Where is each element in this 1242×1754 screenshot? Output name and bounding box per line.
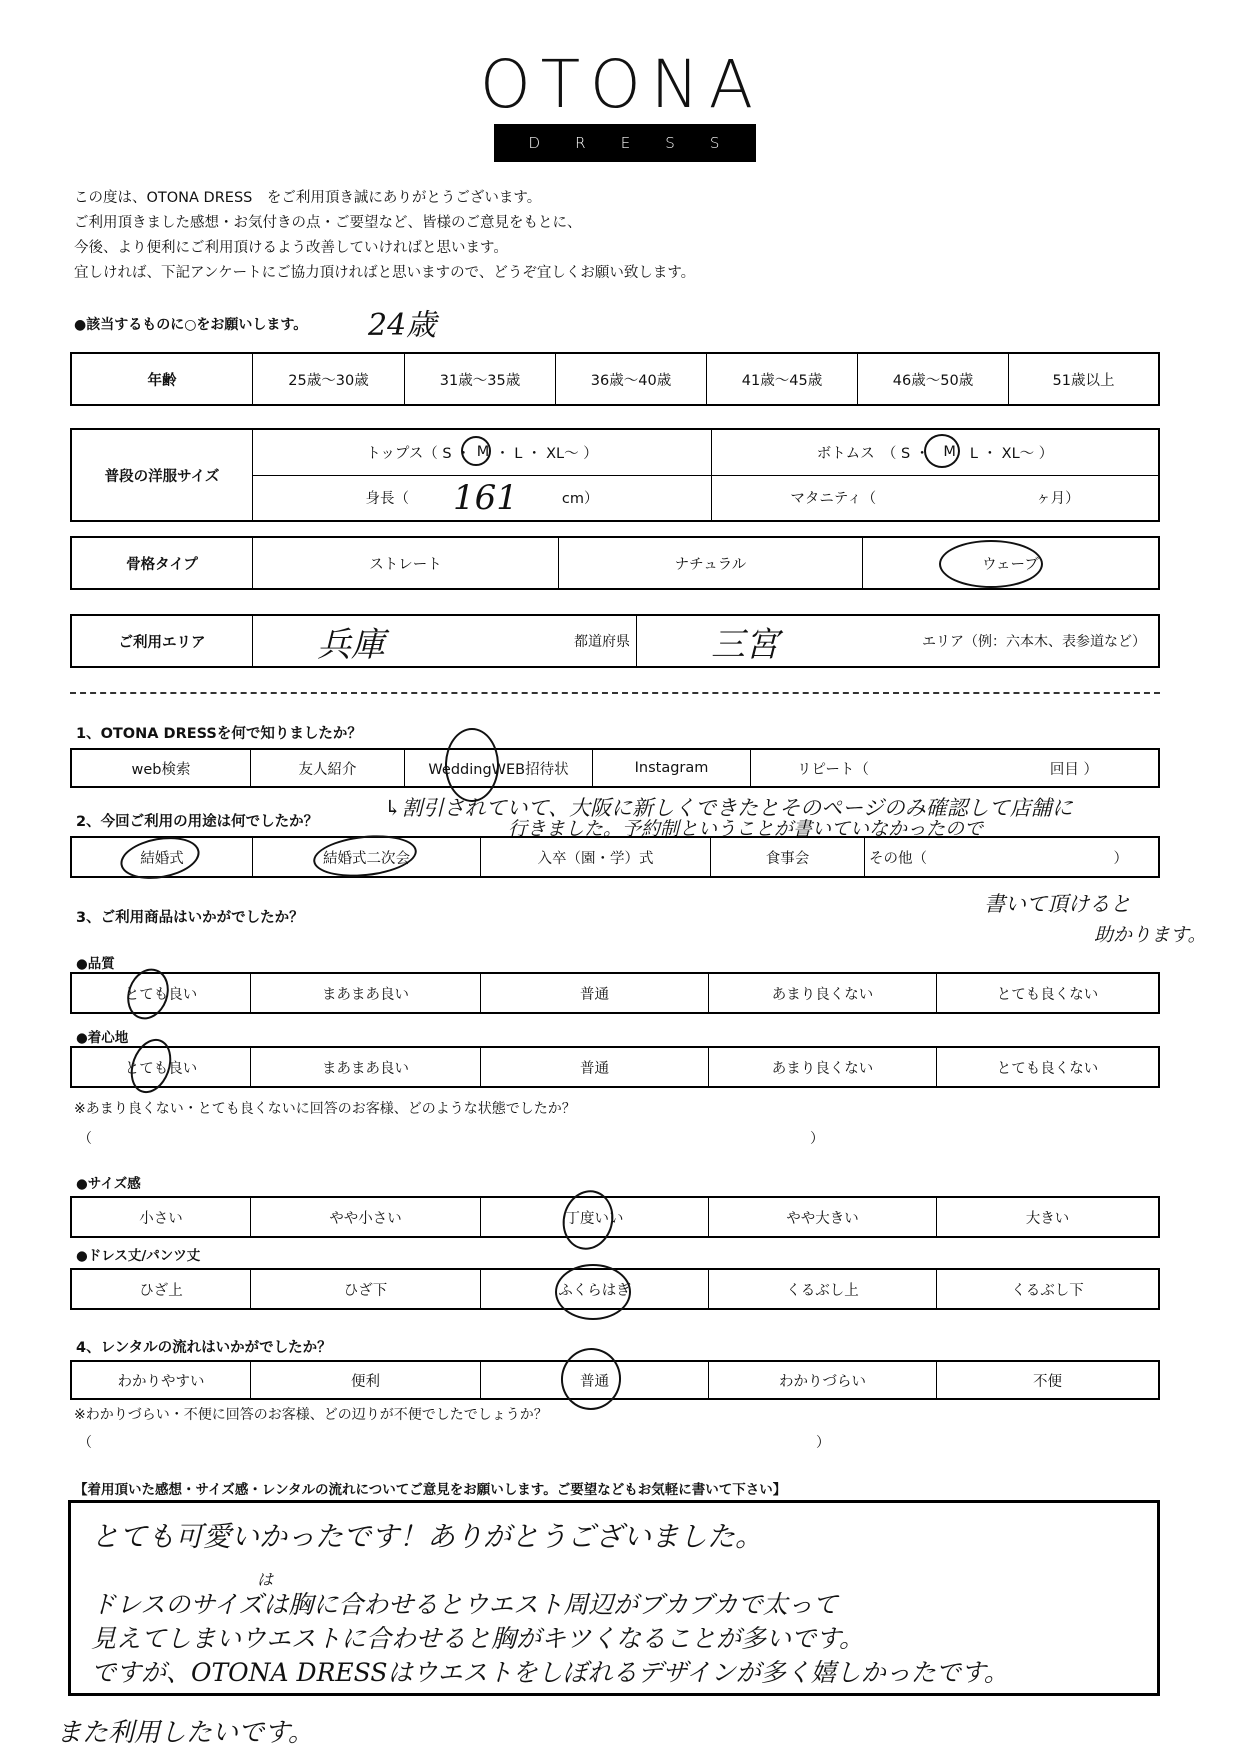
- area-table: [70, 614, 1160, 668]
- other-close: ）: [1113, 850, 1128, 867]
- comment-line: ドレスのサイズは胸に合わせるとウエスト周辺がブカブカで太って: [91, 1590, 838, 1619]
- length-option-selected[interactable]: [480, 1270, 708, 1308]
- q1-option-selected[interactable]: [404, 750, 592, 786]
- fit-option-label: 丁度いい: [565, 1210, 624, 1227]
- intro-line: ご利用頂きました感想・お気付きの点・ご要望など、皆様のご意見をもとに、: [74, 215, 582, 231]
- length-option-label: ふくらはぎ: [558, 1282, 631, 1299]
- instruction-label: ●該当するものに○をお願いします。: [74, 317, 308, 333]
- q2-option[interactable]: 入卒（園・学）式: [480, 838, 710, 876]
- quality-table: [70, 972, 1160, 1014]
- comment-line: 見えてしまいウエストに合わせると胸がキツくなることが多いです。: [91, 1624, 865, 1653]
- fit-option-selected[interactable]: [480, 1198, 708, 1236]
- fit-option[interactable]: やや小さい: [250, 1198, 480, 1236]
- area-hint: エリア（例：六本木、表参道など）: [922, 634, 1146, 650]
- tops-size-field[interactable]: [253, 430, 711, 475]
- q4-option[interactable]: 不便: [936, 1362, 1158, 1398]
- bottoms-label: ボトムス （ S ・: [816, 445, 930, 462]
- comfort-label: ●着心地: [76, 1030, 129, 1046]
- area-value: 三宮: [711, 624, 779, 665]
- comments-header: 【着用頂いた感想・サイズ感・レンタルの流れについてご意見をお願いします。ご要望などもお気軽に書いて下さい】: [74, 1482, 787, 1498]
- tops-label: トップス（ S ・: [366, 445, 471, 462]
- height-label: 身長（: [365, 491, 409, 508]
- quality-option[interactable]: 普通: [480, 974, 708, 1012]
- age-option[interactable]: 36歳〜40歳: [555, 354, 706, 404]
- quality-option-label: とても良い: [124, 986, 198, 1003]
- maternity-label: マタニティ（: [790, 491, 877, 508]
- comment-line: ですが、OTONA DRESSはウエストをしぼれるデザインが多く嬉しかったです。: [91, 1658, 1009, 1687]
- repeat-label: リピート（: [797, 761, 869, 778]
- age-option[interactable]: 51歳以上: [1008, 354, 1158, 404]
- fit-option[interactable]: 小さい: [139, 1210, 183, 1227]
- prefecture-suffix: 都道府県: [574, 634, 630, 650]
- logo-letter: E: [620, 134, 633, 152]
- comfort-option-selected[interactable]: [72, 1048, 250, 1086]
- handwritten-note: 書いて頂けると: [984, 892, 1131, 916]
- intro-line: 今後、より便利にご利用頂けるよう改善していければと思います。: [74, 240, 508, 256]
- logo-letter: S: [709, 134, 722, 152]
- q4-option[interactable]: 便利: [250, 1362, 480, 1398]
- intro-line: この度は、OTONA DRESS をご利用頂き誠にありがとうございます。: [74, 190, 542, 206]
- body-type-header: 骨格タイプ: [126, 556, 198, 573]
- length-table: [70, 1268, 1160, 1310]
- comment-correction: は: [257, 1570, 274, 1589]
- size-header: 普段の洋服サイズ: [104, 468, 220, 485]
- length-option[interactable]: くるぶし下: [936, 1270, 1158, 1308]
- logo-letter: D: [528, 134, 543, 152]
- bottoms-size-field[interactable]: [711, 430, 1158, 475]
- q1-repeat-option[interactable]: [750, 750, 1158, 786]
- q4-option-selected[interactable]: [480, 1362, 708, 1398]
- prefecture-value: 兵庫: [317, 624, 385, 665]
- quality-option[interactable]: まあまあ良い: [250, 974, 480, 1012]
- comfort-option[interactable]: 普通: [480, 1048, 708, 1086]
- quality-option[interactable]: あまり良くない: [708, 974, 936, 1012]
- body-type-table: [70, 536, 1160, 590]
- quality-option[interactable]: とても良くない: [936, 974, 1158, 1012]
- q2-table: [70, 836, 1160, 878]
- fit-table: [70, 1196, 1160, 1238]
- logo-letter: S: [665, 134, 677, 152]
- age-table: [70, 352, 1160, 406]
- q4-option[interactable]: わかりやすい: [117, 1373, 205, 1390]
- quality-label: ●品質: [76, 956, 115, 972]
- q3-followup-close: ）: [810, 1131, 824, 1147]
- q4-option-label: 普通: [580, 1373, 609, 1390]
- handwritten-note: 助かります。: [1094, 924, 1207, 946]
- q4-followup-input[interactable]: [92, 1428, 808, 1452]
- body-type-option[interactable]: ストレート: [252, 538, 558, 588]
- q1-option-label: WeddingWEB招待状: [428, 761, 569, 778]
- fit-label: ●サイズ感: [76, 1176, 141, 1192]
- body-type-label: ウェーブ: [982, 556, 1039, 573]
- q2-option-selected[interactable]: [252, 838, 480, 876]
- q4-followup-open: （: [78, 1435, 92, 1451]
- tops-rest: ・ L ・ XL〜 ）: [495, 445, 598, 462]
- maternity-unit: ヶ月）: [1036, 491, 1080, 508]
- age-header: 年齢: [147, 372, 177, 389]
- other-label: その他（: [869, 850, 927, 867]
- logo-otona: OTONA: [479, 46, 763, 123]
- logo-letter: R: [575, 134, 588, 152]
- q1-title: 1、OTONA DRESSを何で知りましたか？: [76, 726, 362, 742]
- fit-option[interactable]: やや大きい: [708, 1198, 936, 1236]
- q1-option[interactable]: Instagram: [592, 750, 750, 786]
- comfort-table: [70, 1046, 1160, 1088]
- bottoms-selected: M: [943, 444, 956, 461]
- age-option[interactable]: 46歳〜50歳: [857, 354, 1008, 404]
- q4-title: 4、レンタルの流れはいかがでしたか？: [76, 1340, 332, 1356]
- q4-followup-question: ※わかりづらい・不便に回答のお客様、どの辺りが不便でしたでしょうか？: [74, 1407, 548, 1423]
- q2-title: 2、今回ご利用の用途は何でしたか？: [76, 814, 319, 830]
- age-option[interactable]: 25歳〜30歳: [252, 354, 404, 404]
- length-option[interactable]: くるぶし上: [708, 1270, 936, 1308]
- q4-table: [70, 1360, 1160, 1400]
- fit-option[interactable]: 大きい: [936, 1198, 1158, 1236]
- q3-followup-open: （: [78, 1131, 92, 1147]
- q2-option-label: 結婚式二次会: [323, 850, 410, 867]
- height-field[interactable]: [253, 476, 711, 521]
- handwritten-note: ↳割引されていて、大阪に新しくできたとそのページのみ確認して店舗に: [384, 796, 1073, 820]
- q2-option-selected[interactable]: [72, 838, 252, 876]
- length-option[interactable]: ひざ下: [250, 1270, 480, 1308]
- q2-other-option[interactable]: [864, 838, 1158, 876]
- intro-text: [74, 186, 695, 286]
- handwritten-age: 24歳: [368, 308, 437, 343]
- logo-dress-bar: [494, 124, 756, 162]
- tops-selected: M: [476, 444, 490, 461]
- section-divider: [70, 692, 1160, 694]
- height-unit: cm）: [561, 491, 599, 508]
- q3-followup-question: ※あまり良くない・とても良くないに回答のお客様、どのような状態でしたか？: [74, 1101, 576, 1117]
- q1-option[interactable]: 友人紹介: [250, 750, 404, 786]
- age-option[interactable]: 41歳〜45歳: [706, 354, 857, 404]
- bottoms-rest: L ・ XL〜 ）: [969, 445, 1054, 462]
- area-header: ご利用エリア: [118, 634, 206, 651]
- comfort-option-label: とても良い: [124, 1060, 198, 1077]
- handwritten-note: 行きました。予約制ということが書いていなかったので: [508, 818, 984, 840]
- intro-line: 宜しければ、下記アンケートにご協力頂ければと思いますので、どうぞ宜しくお願い致します。: [74, 265, 696, 281]
- q4-option[interactable]: わかりづらい: [708, 1362, 936, 1398]
- comments-box[interactable]: [68, 1500, 1160, 1696]
- height-value: 161: [452, 477, 518, 518]
- comment-line: とても可愛いかったです！ありがとうございました。: [91, 1520, 764, 1553]
- quality-option-selected[interactable]: [72, 974, 250, 1012]
- size-table: [70, 428, 1160, 522]
- q3-followup-input[interactable]: [92, 1124, 802, 1148]
- repeat-count-label: 回目 ）: [1049, 761, 1098, 778]
- comfort-option[interactable]: あまり良くない: [708, 1048, 936, 1086]
- length-option[interactable]: ひざ上: [139, 1282, 183, 1299]
- comfort-option[interactable]: まあまあ良い: [250, 1048, 480, 1086]
- body-type-option-selected[interactable]: [862, 538, 1158, 588]
- comment-outside-line: また利用したいです。: [56, 1718, 314, 1748]
- maternity-field[interactable]: [711, 476, 1158, 521]
- q3-title: 3、ご利用商品はいかがでしたか？: [76, 910, 304, 926]
- length-label: ●ドレス丈/パンツ丈: [76, 1248, 201, 1264]
- age-option[interactable]: 31歳〜35歳: [404, 354, 555, 404]
- q2-option[interactable]: 食事会: [710, 838, 864, 876]
- q2-option-label: 結婚式: [140, 850, 184, 867]
- prefecture-field[interactable]: [252, 616, 636, 666]
- comfort-option[interactable]: とても良くない: [936, 1048, 1158, 1086]
- body-type-option[interactable]: ナチュラル: [558, 538, 862, 588]
- area-field[interactable]: [636, 616, 1158, 666]
- q1-option[interactable]: web検索: [131, 761, 191, 778]
- q4-followup-close: ）: [816, 1435, 830, 1451]
- q1-table: [70, 748, 1160, 788]
